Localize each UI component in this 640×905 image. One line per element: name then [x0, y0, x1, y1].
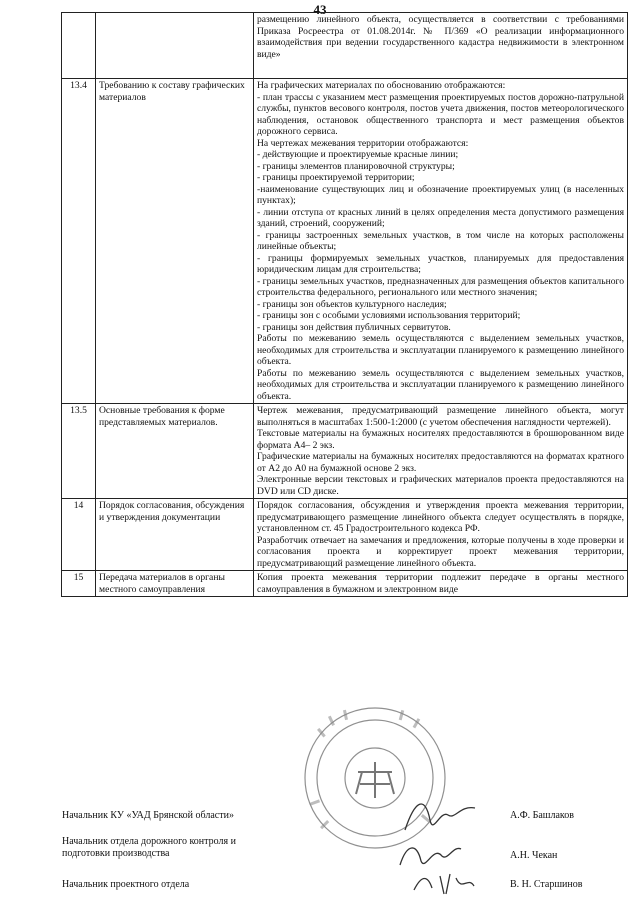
signature-3: [410, 868, 480, 898]
row-content: [254, 499, 628, 571]
paragraph: Работы по межеванию земель осуществляются с выделением земельных участков, необходимых для строительства и эксплуатации планируемого к размещению линейного объекта.: [257, 333, 624, 367]
table-row: [62, 499, 628, 571]
paragraph: - границы зон объектов культурного наследия;: [257, 298, 447, 310]
page-number: 43: [313, 2, 327, 17]
paragraph: - границы застроенных земельных участков, в том числе на которых расположены линейные объекты;: [257, 229, 624, 252]
paragraph: - границы зон действия публичных сервитутов.: [257, 321, 451, 333]
paragraph: - линии отступа от красных линий в целях определения места допустимого размещения зданий, строений, сооружений;: [257, 206, 624, 229]
paragraph: Работы по межеванию земель осуществляются с выделением земельных участков, необходимых для строительства и эксплуатации планируемого к размещению линейного объекта.: [257, 367, 624, 402]
row-title: Основные требования к форме представляемых материалов.: [96, 404, 254, 499]
paragraph: - границы земельных участков, предназначенных для размещения объектов капитального строительства федерального, регионального или местного значения;: [257, 275, 624, 298]
paragraph: Порядок согласования, обсуждения и утверждения проекта межевания территории, предусматривающего размещение линейного объекта следует осуществлять в порядке, установленном ст. 45 Градостроительного кодекса РФ.: [257, 500, 624, 534]
paragraph: На графических материалах по обоснованию отображаются:: [257, 80, 506, 91]
table-row: [62, 13, 628, 79]
signature-position-3: Начальник проектного отдела: [62, 879, 190, 890]
paragraph: На чертежах межевания территории отображаются:: [257, 137, 469, 149]
paragraph: Чертеж межевания, предусматривающий размещение линейного объекта, могут выполняться в масштабах 1:500-1:2000 (с учетом обеспечения наглядности чертежей).: [257, 405, 624, 428]
paragraph: - границы проектируемой территории;: [257, 172, 415, 183]
signature-name-1: А.Ф. Башлаков: [510, 810, 575, 821]
row-number: 13.4: [62, 79, 96, 404]
paragraph: Графические материалы на бумажных носителях предоставляются на форматах кратного от А2 до А0 на бумажной основе 2 экз.: [257, 451, 624, 474]
paragraph: размещению линейного объекта, осуществляется в соответствии с требованиями Приказа Росреестра от 01.08.2014г. № П/369 «О реализации информационного взаимодействия при ведении государственного кадастра недвижимости в электронном виде»: [257, 14, 624, 60]
paragraph: - план трассы с указанием мест размещения проектируемых постов дорожно-патрульной службы, пунктов весового контроля, постов учета движения, постов метеорологического наблюдения, остановок общественного транспорта и мест размещения объектов дорожного сервиса.: [257, 91, 624, 137]
row-number: 14: [62, 499, 96, 571]
row-content: [254, 79, 628, 404]
signature-name-3: В. Н. Старшинов: [510, 879, 583, 890]
row-number: 13.5: [62, 404, 96, 499]
paragraph: Электронные версии текстовых и графических материалов проекта предоставляются на DVD или CD диске.: [257, 474, 624, 497]
paragraph: Разработчик отвечает на замечания и предложения, которые получены в ходе проверки и согласования проекта и корректирует проект межевания территории, предусматривающий размещение линейного объекта.: [257, 534, 624, 569]
row-title: Требованию к составу графических материалов: [96, 79, 254, 404]
row-number: 15: [62, 571, 96, 597]
paragraph: - границы формируемых земельных участков, планируемых для предоставления юридическим лицам для строительства;: [257, 252, 624, 275]
row-title: [96, 13, 254, 79]
signature-1: [400, 790, 480, 840]
row-content: [254, 404, 628, 499]
signature-position-1: Начальник КУ «УАД Брянской области»: [62, 810, 234, 821]
table-row: [62, 404, 628, 499]
paragraph: - границы элементов планировочной структуры;: [257, 160, 455, 172]
paragraph: Текстовые материалы на бумажных носителях предоставляются в брошюрованном виде формата А4– 2 экз.: [257, 428, 624, 451]
row-title: Передача материалов в органы местного самоуправления: [96, 571, 254, 597]
paragraph: - действующие и проектируемые красные линии;: [257, 149, 459, 160]
row-content: [254, 13, 628, 79]
paragraph: -наименование существующих лиц и обозначение проектируемых улиц (в населенных пунктах);: [257, 183, 624, 206]
row-title: Порядок согласования, обсуждения и утверждения документации: [96, 499, 254, 571]
signature-name-2: А.Н. Чекан: [510, 850, 558, 861]
paragraph: Копия проекта межевания территории подлежит передаче в органы местного самоуправления в бумажном и электронном виде: [257, 572, 624, 595]
table-row: [62, 79, 628, 404]
row-content: [254, 571, 628, 597]
paragraph: - границы зон с особыми условиями использования территорий;: [257, 310, 521, 321]
table-row: [62, 571, 628, 597]
requirements-table: [61, 12, 628, 597]
row-number: [62, 13, 96, 79]
signature-position-2: Начальник отдела дорожного контроля и подготовки производства: [62, 836, 236, 859]
